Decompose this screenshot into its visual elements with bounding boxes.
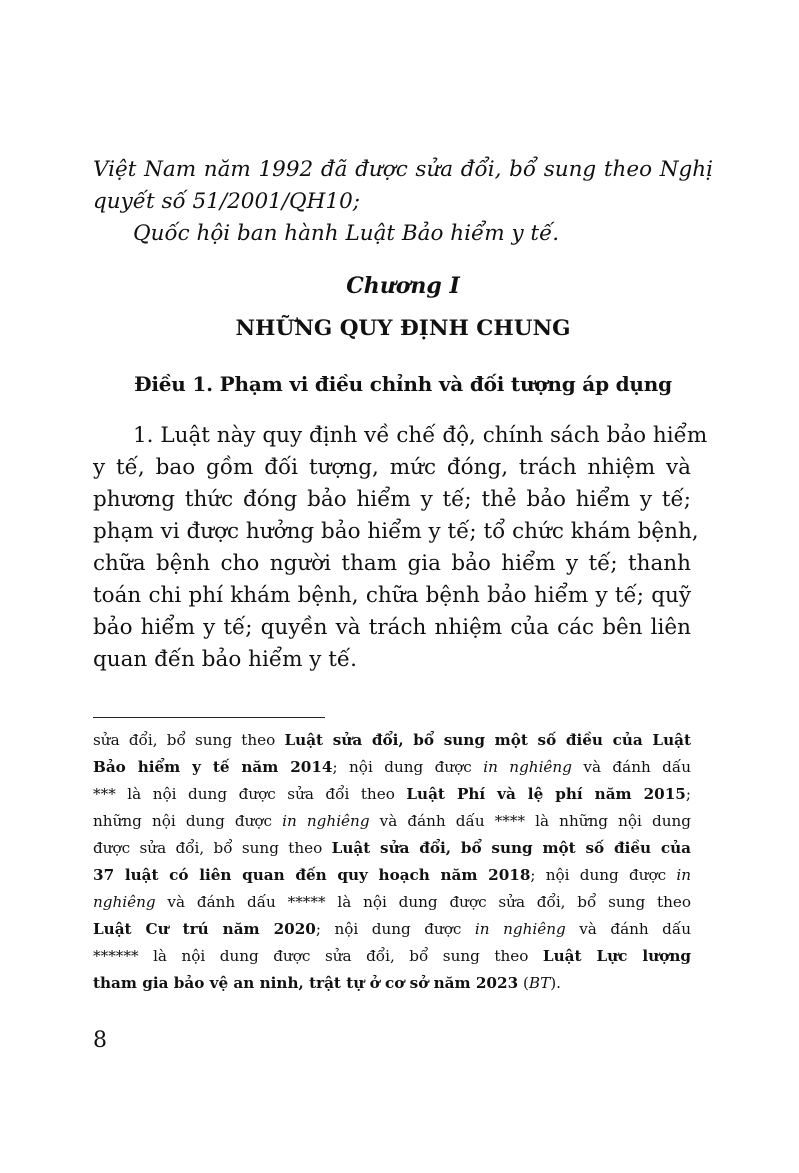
footnote-line: *** là nội dung được sửa đổi theo Luật Phí và lệ phí năm 2015; xyxy=(93,785,691,803)
preamble-line: Việt Nam năm 1992 đã được sửa đổi, bổ sung theo Nghị xyxy=(93,157,713,182)
footnote-line: Bảo hiểm y tế năm 2014; nội dung được in nghiêng và đánh dấu xyxy=(93,758,691,776)
preamble-enactment: Quốc hội ban hành Luật Bảo hiểm y tế. xyxy=(133,221,560,246)
footnote-separator xyxy=(93,717,325,718)
chapter-title: NHỮNG QUY ĐỊNH CHUNG xyxy=(235,316,571,341)
article-text-line: phương thức đóng bảo hiểm y tế; thẻ bảo hiểm y tế; xyxy=(93,487,691,512)
article-heading: Điều 1. Phạm vi điều chỉnh và đối tượng áp dụng xyxy=(134,372,672,396)
footnote-line: nghiêng và đánh dấu ***** là nội dung được sửa đổi, bổ sung theo xyxy=(93,893,691,911)
footnote-line: tham gia bảo vệ an ninh, trật tự ở cơ sở năm 2023 (BT). xyxy=(93,974,561,992)
preamble-line: quyết số 51/2001/QH10; xyxy=(93,189,361,214)
article-text-line: bảo hiểm y tế; quyền và trách nhiệm của các bên liên xyxy=(93,615,691,640)
footnote-line: những nội dung được in nghiêng và đánh dấu **** là những nội dung xyxy=(93,812,691,830)
footnote-line: 37 luật có liên quan đến quy hoạch năm 2018; nội dung được in xyxy=(93,866,691,884)
article-text-line: quan đến bảo hiểm y tế. xyxy=(93,647,357,672)
article-text-line: phạm vi được hưởng bảo hiểm y tế; tổ chức khám bệnh, xyxy=(93,519,699,544)
footnote-line: sửa đổi, bổ sung theo Luật sửa đổi, bổ sung một số điều của Luật xyxy=(93,731,692,749)
article-text-line: chữa bệnh cho người tham gia bảo hiểm y tế; thanh xyxy=(93,551,691,576)
chapter-label: Chương I xyxy=(346,273,460,299)
footnote-line: được sửa đổi, bổ sung theo Luật sửa đổi, bổ sung một số điều của xyxy=(93,839,691,857)
footnote-line: ****** là nội dung được sửa đổi, bổ sung theo Luật Lực lượng xyxy=(93,947,691,965)
article-text-line: y tế, bao gồm đối tượng, mức đóng, trách nhiệm và xyxy=(93,455,691,480)
footnote-line: Luật Cư trú năm 2020; nội dung được in nghiêng và đánh dấu xyxy=(93,920,691,938)
article-text-line: 1. Luật này quy định về chế độ, chính sách bảo hiểm xyxy=(133,423,708,448)
article-text-line: toán chi phí khám bệnh, chữa bệnh bảo hiểm y tế; quỹ xyxy=(93,583,691,608)
page-number: 8 xyxy=(93,1028,107,1053)
